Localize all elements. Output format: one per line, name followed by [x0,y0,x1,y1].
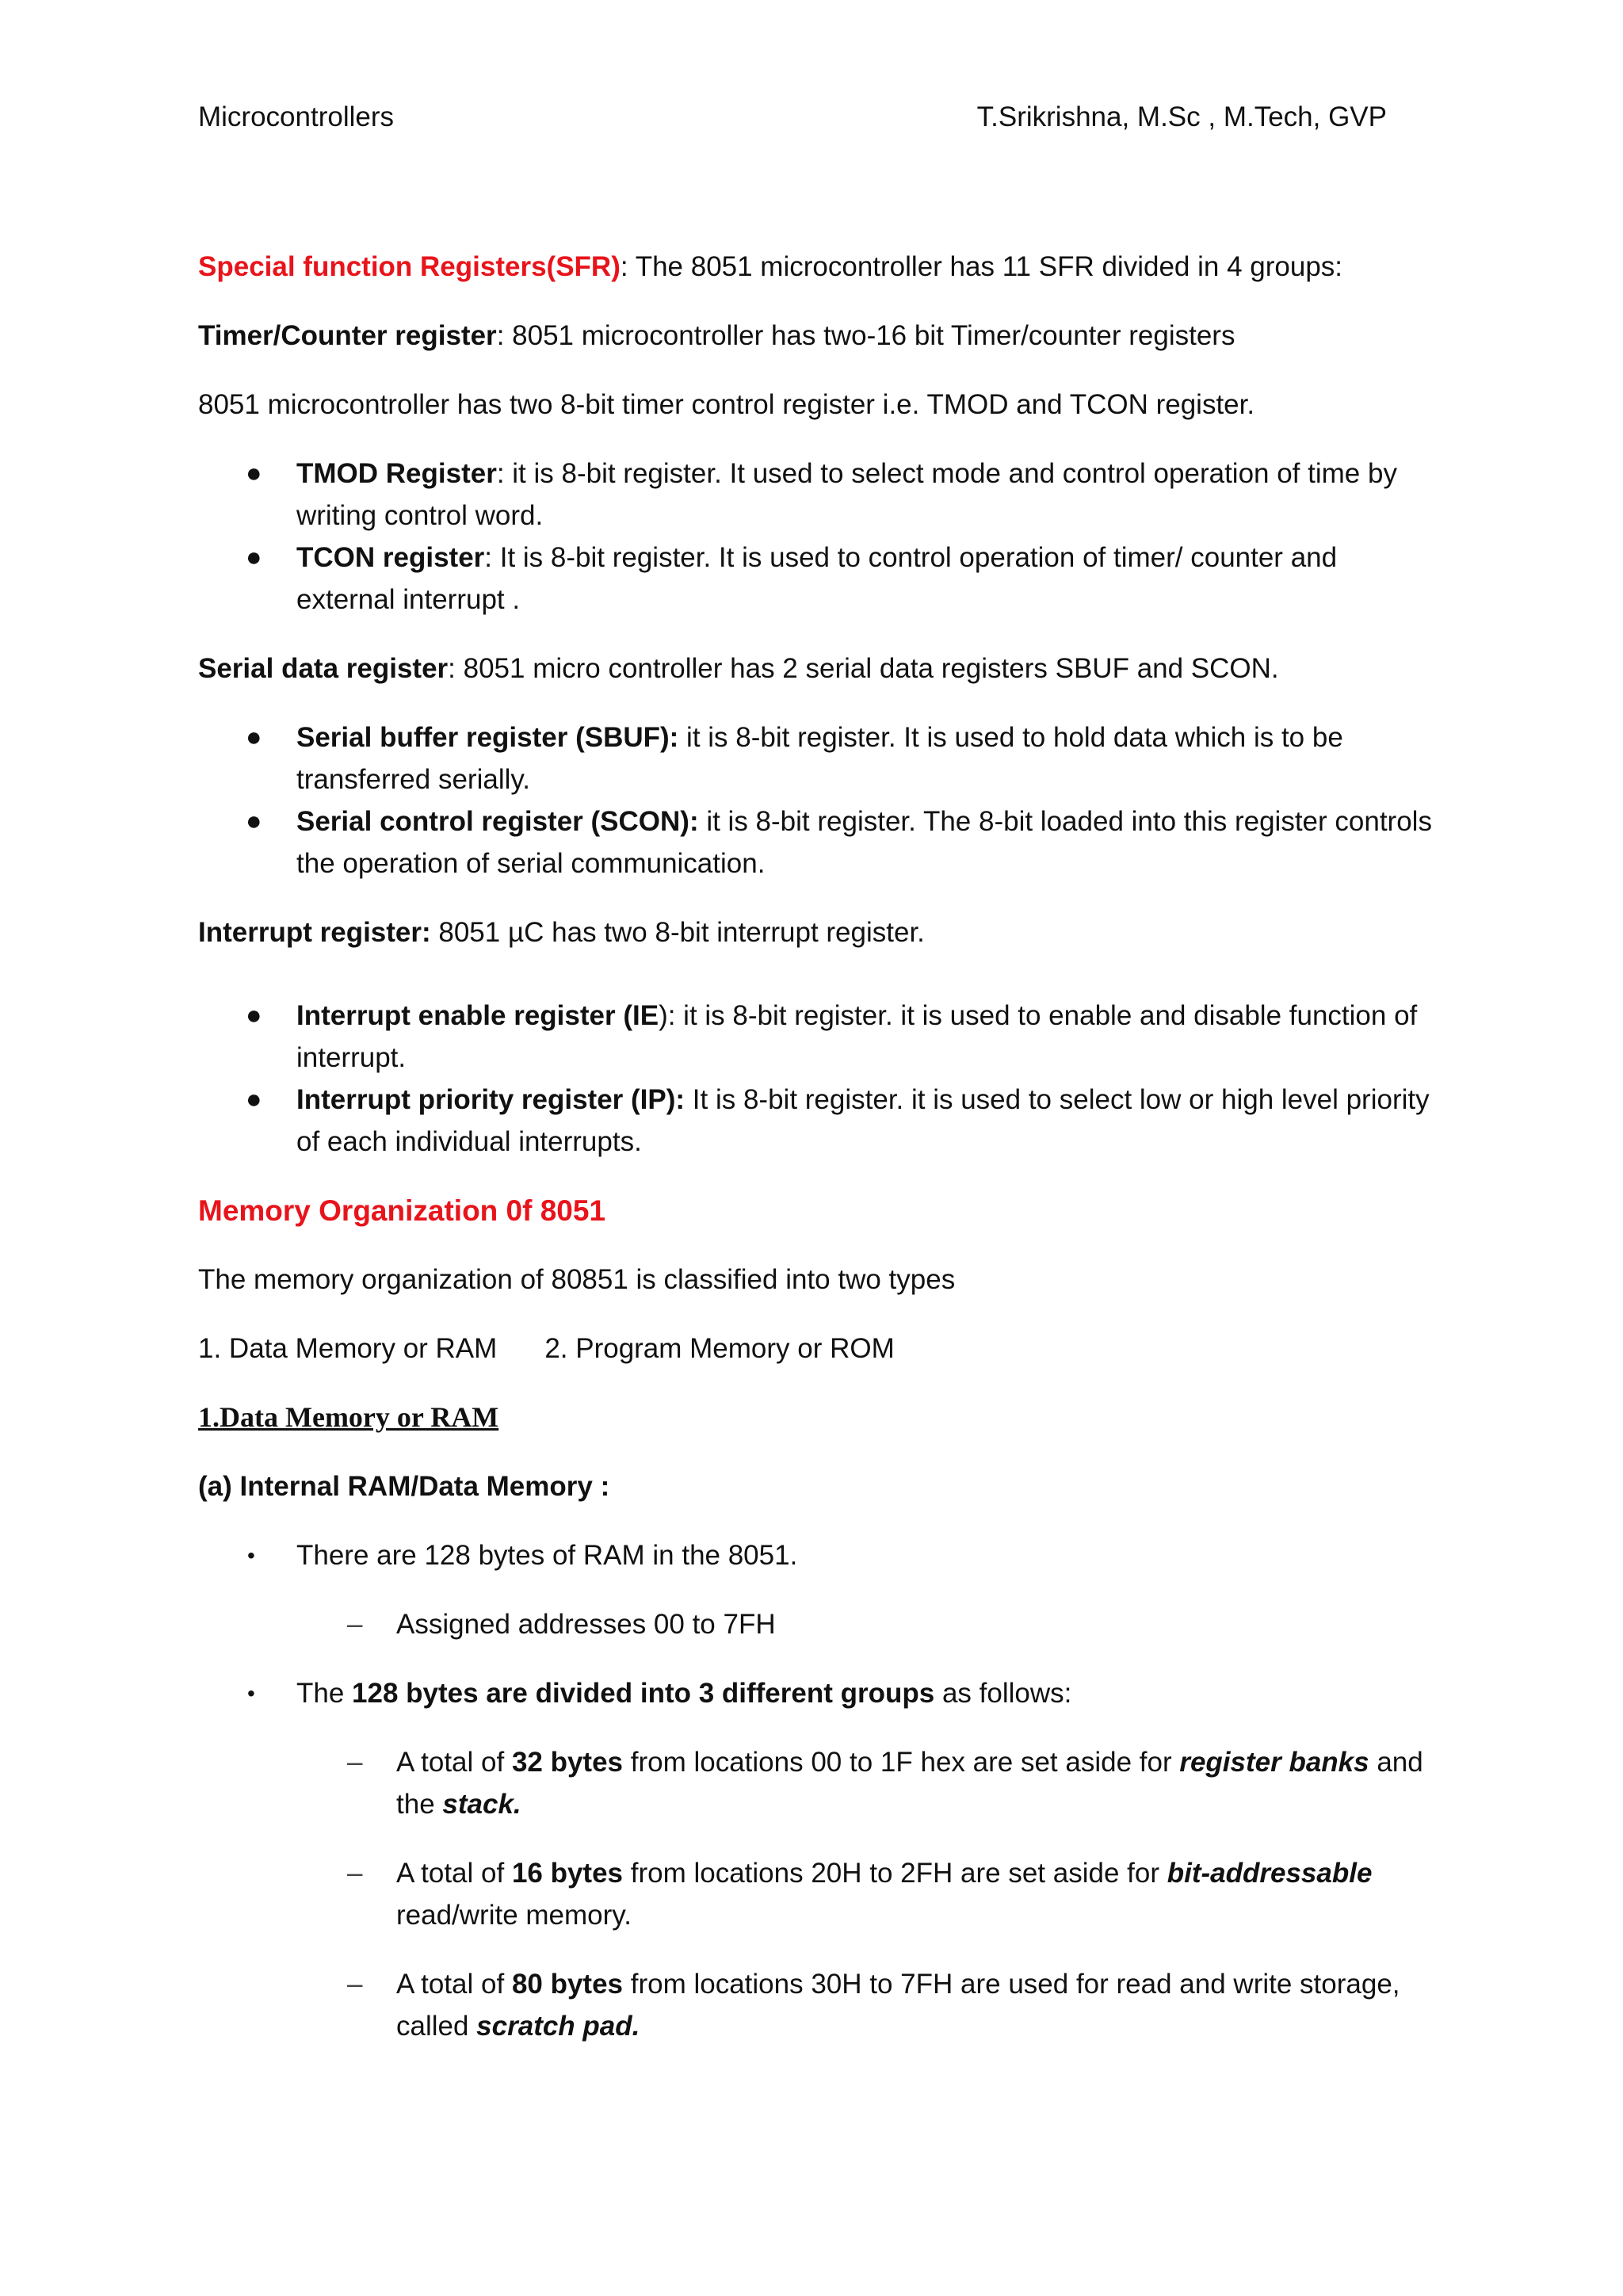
bullet-icon: ● [246,542,262,572]
bullet-icon: ● [246,722,262,752]
list-item [198,800,1434,884]
timer-register-list [198,453,1434,621]
timer-control-paragraph: 8051 microcontroller has two 8-bit timer control register i.e. TMOD and TCON register. [198,389,1255,420]
text-bold: 32 bytes [511,1747,624,1778]
dash-icon: – [347,1858,363,1889]
text-part: from locations 30H to 7FH are used for read and write storage, called [396,1969,1400,2042]
item-text: ): it is 8-bit register. it is used to enable and disable function of interrupt. [296,1000,1418,1073]
item-label: Interrupt priority register (IP): [296,1084,685,1115]
list-item [198,1963,1434,2047]
interrupt-label: Interrupt register: [198,917,431,948]
interrupt-paragraph [198,911,1434,953]
text-part: from locations 20H to 2FH are set aside for [623,1858,1167,1889]
header-course-title: Microcontrollers [198,101,394,132]
item-label: Serial control register (SCON): [296,806,699,837]
bullet-icon: ● [246,1000,262,1030]
header-author: T.Srikrishna, M.Sc , M.Tech, GVP [976,101,1387,132]
list-item [198,537,1434,621]
text-bold: 16 bytes [511,1858,624,1889]
internal-ram-list [198,1534,1434,2047]
memory-intro: The memory organization of 80851 is classified into two types [198,1264,956,1295]
item-text: it is 8-bit register. It is used to hold data which is to be transferred serially. [296,722,1343,795]
dash-icon: – [347,1969,363,2000]
document-body [198,246,1434,2074]
interrupt-text: 8051 µC has two 8-bit interrupt register. [430,917,925,948]
data-memory-heading: 1.Data Memory or RAM [198,1401,499,1433]
list-item [198,1603,1434,1645]
text-part: from locations 00 to 1F hex are set aside for [623,1747,1180,1778]
item-label: Serial buffer register (SBUF): [296,722,679,753]
bullet-icon: • [247,1543,255,1568]
sub-list [296,1603,1434,1645]
serial-paragraph [198,648,1434,690]
text-part: A total of [396,1747,512,1778]
item-text: : It is 8-bit register. It is used to control operation of timer/ counter and external interrupt . [296,542,1338,615]
sfr-paragraph [198,246,1434,288]
sub-list [296,1741,1434,2047]
list-item [198,1852,1434,1936]
list-item [198,453,1434,537]
bullet-icon: ● [246,1084,262,1114]
memory-type-ram: 1. Data Memory or RAM [198,1333,498,1364]
text-bold: 80 bytes [511,1969,624,2000]
text-part: read/write memory. [396,1900,632,1931]
dash-icon: – [347,1609,363,1640]
text-bold-italic: scratch pad. [476,2011,640,2042]
item-text: It is 8-bit register. it is used to select low or high level priority of each individual interrupts. [296,1084,1430,1157]
memory-type-rom: 2. Program Memory or ROM [544,1333,895,1364]
serial-text: : 8051 micro controller has 2 serial data registers SBUF and SCON. [448,653,1279,684]
serial-register-list [198,716,1434,884]
bullet-icon: ● [246,458,262,488]
item-label: TMOD Register [296,458,497,489]
dash-icon: – [347,1747,363,1778]
item-text: Assigned addresses 00 to 7FH [396,1609,776,1640]
item-text-pre: The [296,1678,353,1709]
list-item [198,1672,1434,2047]
text-part: and the [396,1747,1423,1820]
page-header [198,98,1387,136]
list-item [198,1534,1434,1645]
internal-ram-label: (a) Internal RAM/Data Memory : [198,1471,610,1502]
memory-types [198,1328,1434,1370]
text-bold-italic: register banks [1179,1747,1369,1778]
bullet-icon: ● [246,806,262,836]
bullet-icon: • [247,1681,255,1706]
item-text: it is 8-bit register. The 8-bit loaded into this register controls the operation of serial communication. [296,806,1432,879]
item-text-bold: 128 bytes are divided into 3 different groups [352,1678,935,1709]
text-bold-italic: stack. [442,1789,521,1820]
memory-heading: Memory Organization 0f 8051 [198,1194,606,1227]
timer-label: Timer/Counter register [198,320,497,351]
serial-label: Serial data register [198,653,449,684]
text-bold-italic: bit-addressable [1167,1858,1373,1889]
text-part: A total of [396,1858,512,1889]
item-label: Interrupt enable register (IE [296,1000,659,1031]
list-item [198,716,1434,800]
sfr-text: : The 8051 microcontroller has 11 SFR divided in 4 groups: [620,251,1343,282]
sfr-label: Special function Registers(SFR) [198,251,621,282]
list-item [198,995,1434,1079]
text-part: A total of [396,1969,512,2000]
item-label: TCON register [296,542,485,573]
timer-paragraph [198,315,1434,357]
item-text: : it is 8-bit register. It used to select mode and control operation of time by writing control word. [296,458,1397,531]
timer-text: : 8051 microcontroller has two-16 bit Timer/counter registers [496,320,1235,351]
list-item [198,1741,1434,1825]
item-text-post: as follows: [934,1678,1072,1709]
list-item [198,1079,1434,1163]
item-text: There are 128 bytes of RAM in the 8051. [296,1540,798,1571]
interrupt-register-list [198,995,1434,1163]
